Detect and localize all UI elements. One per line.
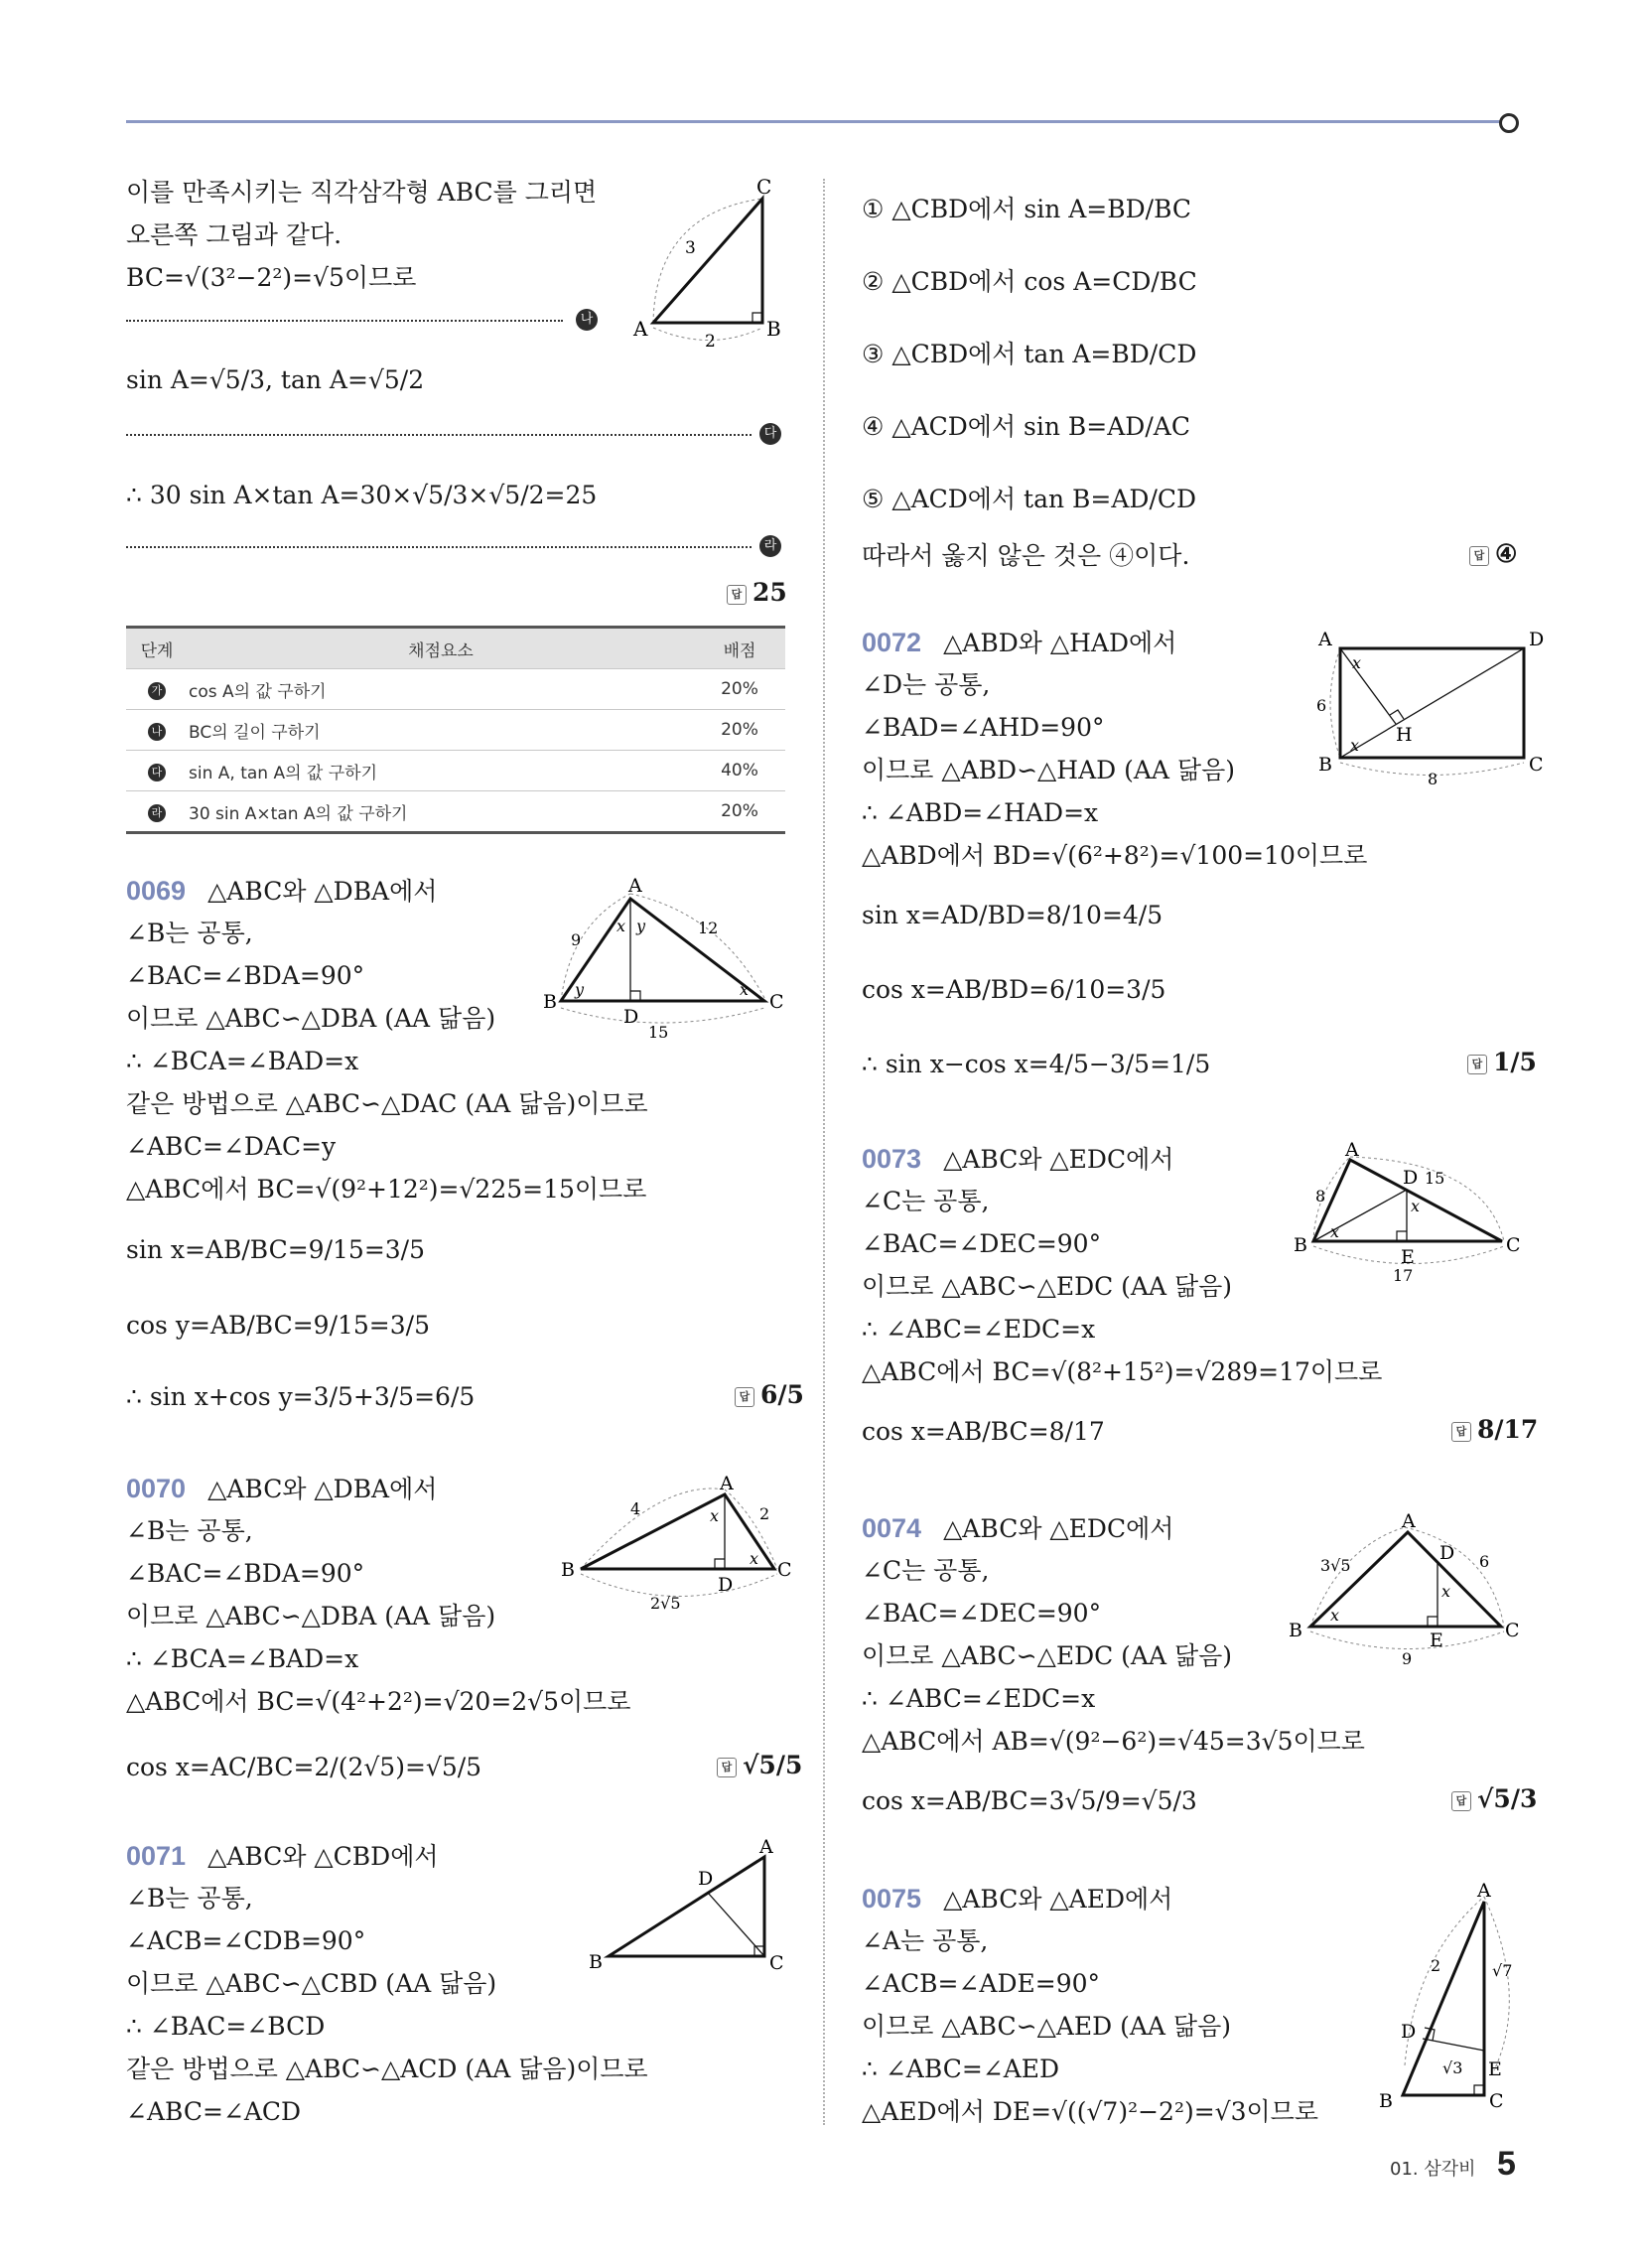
- solution-line: ∴ ∠ABC=∠EDC=x: [862, 1684, 1096, 1713]
- figure-0072: [1300, 624, 1545, 792]
- intro-line-5: ∴ 30 sin A×tan A=30×√5/3×√5/2=25: [126, 481, 598, 509]
- answer-mark: 답: [1451, 1791, 1471, 1811]
- label-e: E: [1401, 1246, 1415, 1268]
- label-e: E: [1488, 2058, 1502, 2080]
- grading-row: [126, 669, 785, 710]
- figure-0069: [531, 874, 789, 1043]
- triangle: [561, 899, 764, 1001]
- solution-line: 이므로 △ABC∽△CBD (AA 닮음): [126, 1969, 497, 1998]
- answer-0070-choices: [1469, 539, 1517, 568]
- header-rule: [126, 120, 1506, 123]
- label-6: 6: [1316, 696, 1327, 715]
- problem-number: 0073: [862, 1144, 922, 1174]
- answer-value: 6/5: [760, 1380, 804, 1409]
- solution-line: ∠C는 공통,: [862, 1187, 990, 1215]
- problem-heading: △ABC와 △AED에서: [943, 1885, 1173, 1914]
- label-b: B: [1289, 1620, 1302, 1641]
- label-h: H: [1396, 724, 1413, 746]
- grading-row: [126, 710, 785, 751]
- grading-criteria: 30 sin A×tan A의 값 구하기: [188, 791, 694, 833]
- figure-0075: [1365, 1877, 1534, 2115]
- diagonal-bd: [1340, 648, 1524, 758]
- label-15: 15: [1425, 1169, 1445, 1188]
- problem-heading: △ABC와 △DBA에서: [207, 877, 438, 906]
- solution-line: ∴ sin x−cos x=4/5−3/5=1/5: [862, 1050, 1211, 1078]
- grading-points: 20%: [694, 669, 785, 710]
- solution-line: ∴ sin x+cos y=3/5+3/5=6/5: [126, 1382, 476, 1411]
- solution-line: cos y=AB/BC=9/15=3/5: [126, 1311, 430, 1340]
- dotted-leader: [126, 434, 752, 436]
- solution-line: cos x=AC/BC=2/(2√5)=√5/5: [126, 1753, 482, 1781]
- label-2: 2: [1431, 1956, 1441, 1975]
- triangle: [609, 1857, 764, 1956]
- label-y: y: [636, 917, 646, 935]
- choice-conclusion: 따라서 옳지 않은 것은 ④이다.: [862, 541, 1190, 570]
- solution-line: 이므로 △ABC∽△EDC (AA 닮음): [862, 1272, 1233, 1301]
- answer-mark: 답: [1467, 1055, 1487, 1074]
- triangle: [581, 1494, 774, 1569]
- label-c: C: [769, 991, 784, 1013]
- intro-line-1: 이를 만족시키는 직각삼각형 ABC를 그리면: [126, 178, 598, 207]
- choice-line: ② △CBD에서 cos A=CD/BC: [862, 267, 1197, 296]
- grading-table: [126, 626, 785, 834]
- solution-line: ∠ACB=∠CDB=90°: [126, 1926, 366, 1955]
- grading-points: 20%: [694, 791, 785, 833]
- solution-line: 이므로 △ABC∽△EDC (AA 닮음): [862, 1641, 1233, 1670]
- answer-0072: [1467, 1048, 1537, 1076]
- label-b: B: [766, 317, 781, 341]
- solution-line: ∴ ∠ABC=∠EDC=x: [862, 1315, 1096, 1344]
- problem-heading: △ABC와 △DBA에서: [207, 1475, 438, 1503]
- label-d: D: [1529, 629, 1545, 650]
- solution-line: 같은 방법으로 △ABC∽△DAC (AA 닮음)이므로: [126, 1089, 648, 1118]
- label-8: 8: [1428, 770, 1438, 788]
- header-dot: [1499, 113, 1519, 133]
- choice-line: ③ △CBD에서 tan A=BD/CD: [862, 340, 1197, 368]
- solution-line: ∠B는 공통,: [126, 1884, 253, 1913]
- label-a: A: [628, 875, 642, 897]
- label-d: D: [1401, 2021, 1417, 2043]
- label-d: D: [1403, 1167, 1419, 1189]
- label-2: 2: [759, 1504, 770, 1523]
- solution-line: 이므로 △ABC∽△AED (AA 닮음): [862, 2012, 1231, 2041]
- label-x: x: [1330, 1222, 1340, 1241]
- answer-0070: [717, 1751, 802, 1779]
- solution-line: ∠A는 공통,: [862, 1926, 989, 1955]
- label-e: E: [1430, 1630, 1443, 1651]
- segment-bd: [1313, 1190, 1407, 1241]
- label-x: x: [1350, 736, 1360, 755]
- solution-line: ∠BAC=∠DEC=90°: [862, 1229, 1102, 1258]
- label-b: B: [543, 991, 557, 1013]
- label-x: x: [1411, 1197, 1421, 1215]
- label-d: D: [623, 1006, 639, 1028]
- label-c: C: [1505, 1620, 1520, 1641]
- grading-step: 다: [148, 764, 166, 781]
- step-mark-3: 다: [759, 423, 781, 445]
- grading-row: [126, 751, 785, 791]
- label-9: 9: [571, 930, 582, 949]
- page-number: 5: [1497, 2145, 1516, 2183]
- label-x: x: [740, 980, 750, 999]
- label-d: D: [698, 1868, 714, 1890]
- dotted-leader: [126, 320, 563, 322]
- intro-line-4: sin A=√5/3, tan A=√5/2: [126, 365, 425, 394]
- solution-line: ∠B는 공통,: [126, 1516, 253, 1545]
- grading-step: 나: [148, 723, 166, 741]
- label-a: A: [1318, 629, 1332, 650]
- label-a: A: [1477, 1880, 1491, 1902]
- label-b: B: [561, 1559, 575, 1581]
- problem-number: 0069: [126, 876, 187, 906]
- grading-row: [126, 791, 785, 833]
- answer-value: 8/17: [1477, 1415, 1539, 1444]
- choice-line: ④ △ACD에서 sin B=AD/AC: [862, 412, 1190, 441]
- label-d: D: [1439, 1542, 1455, 1564]
- solution-line: ∴ ∠ABD=∠HAD=x: [862, 798, 1099, 827]
- answer-0073: [1451, 1415, 1538, 1444]
- grading-points: 20%: [694, 710, 785, 751]
- problem-heading: △ABC와 △EDC에서: [943, 1514, 1174, 1543]
- problem-heading: △ABC와 △EDC에서: [943, 1145, 1174, 1174]
- label-y: y: [575, 980, 585, 999]
- label-x: x: [616, 917, 626, 935]
- label-a: A: [720, 1473, 734, 1494]
- label-4: 4: [630, 1499, 641, 1518]
- choice-line: ① △CBD에서 sin A=BD/BC: [862, 195, 1192, 223]
- solution-line: 이므로 △ABD∽△HAD (AA 닮음): [862, 756, 1235, 784]
- figure-0071: [581, 1837, 794, 1976]
- solution-line: △ABD에서 BD=√(6²+8²)=√100=10이므로: [862, 841, 1368, 870]
- label-d: D: [718, 1574, 734, 1596]
- solution-line: △ABC에서 BC=√(9²+12²)=√225=15이므로: [126, 1175, 647, 1204]
- label-b: B: [1379, 2090, 1393, 2112]
- label-c: C: [1506, 1234, 1521, 1256]
- grading-header-criteria: 채점요소: [188, 628, 694, 669]
- solution-line: △AED에서 DE=√((√7)²−2²)=√3이므로: [862, 2097, 1318, 2126]
- problem-number: 0071: [126, 1841, 187, 1871]
- solution-line: ∴ ∠BCA=∠BAD=x: [126, 1047, 359, 1075]
- label-root-3: √3: [1442, 2058, 1463, 2077]
- grading-points: 40%: [694, 751, 785, 791]
- label-side-2: 2: [705, 332, 716, 352]
- answer-mark: 답: [735, 1387, 754, 1407]
- label-a: A: [633, 317, 648, 341]
- label-15: 15: [648, 1023, 669, 1042]
- problem-heading: △ABC와 △CBD에서: [207, 1842, 439, 1871]
- label-b: B: [589, 1951, 603, 1973]
- grading-criteria: BC의 길이 구하기: [188, 710, 694, 751]
- grading-header-step: 단계: [126, 628, 188, 669]
- problem-number: 0074: [862, 1513, 922, 1543]
- solution-line: ∠ABC=∠DAC=y: [126, 1132, 337, 1161]
- answer-value: √5/3: [1477, 1784, 1538, 1813]
- label-a: A: [1345, 1139, 1359, 1161]
- solution-line: △ABC에서 BC=√(4²+2²)=√20=2√5이므로: [126, 1687, 631, 1716]
- grading-step: 라: [148, 804, 166, 822]
- problem-number: 0072: [862, 628, 922, 657]
- grading-criteria: cos A의 값 구하기: [188, 669, 694, 710]
- chapter-footer: 01. 삼각비: [1390, 2159, 1476, 2180]
- solution-line: △ABC에서 AB=√(9²−6²)=√45=3√5이므로: [862, 1727, 1365, 1756]
- solution-line: ∠BAD=∠AHD=90°: [862, 713, 1105, 742]
- solution-line: ∠BAC=∠BDA=90°: [126, 961, 365, 990]
- label-x: x: [1352, 653, 1362, 672]
- solution-line: sin x=AB/BC=9/15=3/5: [126, 1235, 426, 1264]
- label-b: B: [1294, 1234, 1307, 1256]
- label-c: C: [769, 1952, 784, 1974]
- solution-line: ∠B는 공통,: [126, 919, 253, 947]
- label-17: 17: [1393, 1266, 1414, 1285]
- answer-0074: [1451, 1784, 1537, 1813]
- triangle: [653, 199, 762, 323]
- figure-0070: [551, 1470, 794, 1619]
- solution-line: 같은 방법으로 △ABC∽△ACD (AA 닮음)이므로: [126, 2055, 648, 2083]
- solution-line: ∠ACB=∠ADE=90°: [862, 1969, 1101, 1998]
- answer-mark: 답: [1451, 1422, 1471, 1442]
- label-c: C: [777, 1559, 792, 1581]
- figure-0073: [1286, 1139, 1529, 1291]
- solution-line: cos x=AB/BD=6/10=3/5: [862, 975, 1166, 1004]
- label-b: B: [1318, 754, 1332, 776]
- answer-value: √5/5: [743, 1751, 803, 1779]
- label-9: 9: [1402, 1649, 1413, 1668]
- grading-header-points: 배점: [694, 628, 785, 669]
- label-x: x: [750, 1549, 759, 1568]
- grading-criteria: sin A, tan A의 값 구하기: [188, 751, 694, 791]
- solution-line: ∴ ∠BCA=∠BAD=x: [126, 1644, 359, 1673]
- label-root-7: √7: [1492, 1961, 1513, 1980]
- solution-line: sin x=AD/BD=8/10=4/5: [862, 901, 1163, 929]
- solution-line: ∠D는 공통,: [862, 670, 991, 699]
- solution-line: ∠BAC=∠DEC=90°: [862, 1599, 1102, 1628]
- dotted-leader: [126, 546, 752, 548]
- solution-line: 이므로 △ABC∽△DBA (AA 닮음): [126, 1004, 496, 1033]
- label-side-3: 3: [685, 238, 696, 258]
- grading-header-row: [126, 628, 785, 669]
- label-c: C: [756, 175, 772, 199]
- label-a: A: [1402, 1510, 1416, 1532]
- label-c: C: [1529, 754, 1544, 776]
- answer-value: 1/5: [1493, 1048, 1537, 1076]
- solution-line: ∴ ∠BAC=∠BCD: [126, 2012, 326, 2041]
- problem-number: 0070: [126, 1474, 187, 1503]
- answer-mark: 답: [717, 1758, 737, 1777]
- solution-line: △ABC에서 BC=√(8²+15²)=√289=17이므로: [862, 1357, 1383, 1386]
- answer-value: 25: [753, 578, 787, 607]
- solution-line: ∠ABC=∠ACD: [126, 2097, 302, 2126]
- grading-step: 가: [148, 682, 166, 700]
- problem-heading: △ABD와 △HAD에서: [943, 629, 1177, 657]
- figure-intro-triangle: [616, 174, 794, 352]
- solution-line: cos x=AB/BC=8/17: [862, 1417, 1105, 1446]
- step-mark-2: 나: [576, 309, 598, 331]
- label-12: 12: [698, 919, 719, 937]
- solution-line: cos x=AB/BC=3√5/9=√5/3: [862, 1786, 1197, 1815]
- intro-line-3: BC=√(3²−2²)=√5이므로: [126, 263, 417, 292]
- label-3-root-5: 3√5: [1320, 1556, 1351, 1575]
- column-separator: [823, 179, 825, 2125]
- label-x: x: [1441, 1582, 1451, 1601]
- answer-value: ④: [1495, 539, 1518, 568]
- figure-0074: [1281, 1507, 1529, 1666]
- label-6: 6: [1479, 1552, 1490, 1571]
- label-8: 8: [1315, 1187, 1326, 1205]
- label-x: x: [710, 1506, 720, 1525]
- answer-0069: [735, 1380, 804, 1409]
- choice-line: ⑤ △ACD에서 tan B=AD/CD: [862, 485, 1197, 513]
- problem-number: 0075: [862, 1884, 922, 1914]
- solution-line: ∠C는 공통,: [862, 1556, 990, 1585]
- label-2-root-5: 2√5: [650, 1594, 681, 1613]
- answer-mark: 답: [1469, 546, 1489, 566]
- answer-mark: 답: [727, 585, 747, 605]
- intro-line-2: 오른쪽 그림과 같다.: [126, 220, 342, 249]
- solution-line: ∴ ∠ABC=∠AED: [862, 2055, 1060, 2083]
- label-a: A: [759, 1836, 773, 1858]
- segment-ah: [1340, 648, 1396, 724]
- solution-line: 이므로 △ABC∽△DBA (AA 닮음): [126, 1602, 496, 1630]
- segment-de: [1423, 2039, 1484, 2051]
- step-mark-4: 라: [759, 535, 781, 557]
- label-x: x: [1330, 1606, 1340, 1625]
- answer-intro: [727, 578, 787, 607]
- label-c: C: [1489, 2090, 1504, 2112]
- solution-line: ∠BAC=∠BDA=90°: [126, 1559, 365, 1588]
